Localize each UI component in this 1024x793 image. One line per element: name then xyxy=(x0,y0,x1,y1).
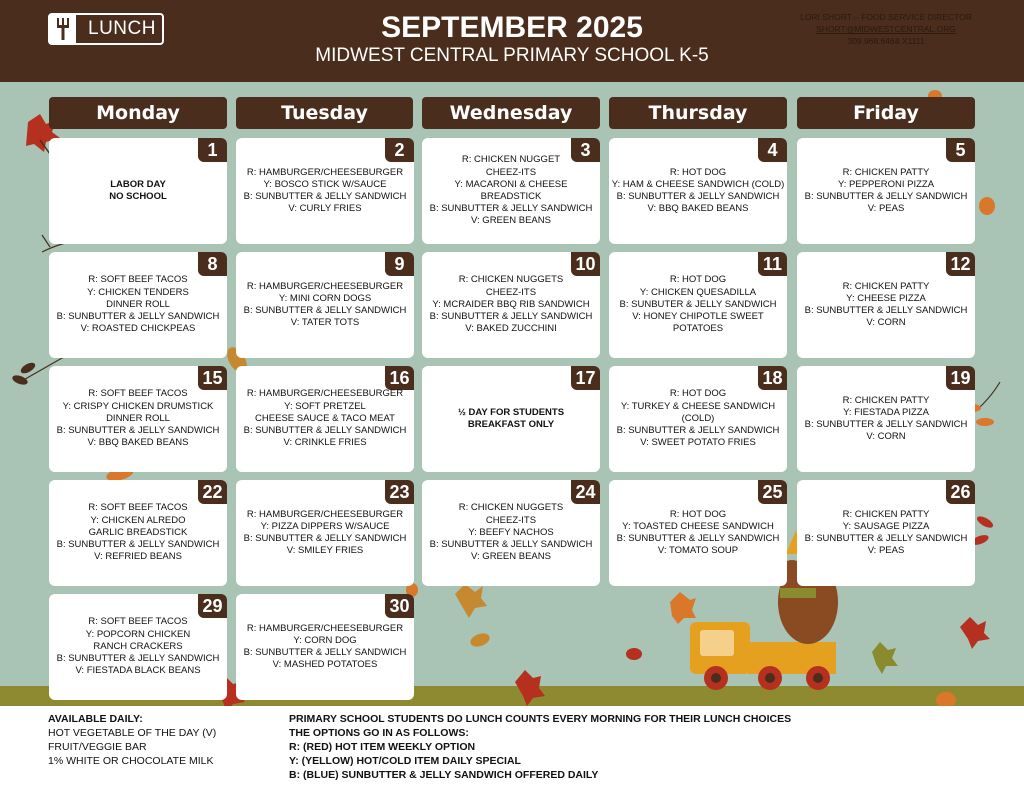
menu-item-line: DINNER ROLL xyxy=(106,298,170,310)
menu-items xyxy=(799,252,973,358)
day-number: 1 xyxy=(198,138,227,162)
menu-item-line: B: SUNBUTTER & JELLY SANDWICH xyxy=(616,425,780,437)
menu-item-line: B: SUNBUTTER & JELLY SANDWICH xyxy=(429,539,593,551)
menu-item-line: B: SUNBUTTER & JELLY SANDWICH xyxy=(243,425,407,437)
menu-item-line: V: GREEN BEANS xyxy=(471,551,551,563)
menu-item-line: R: SOFT BEEF TACOS xyxy=(88,616,188,628)
menu-item-line: R: HOT DOG xyxy=(669,274,727,286)
menu-item-line: B: SUNBUTTER & JELLY SANDWICH xyxy=(804,419,968,430)
calendar-day-cell xyxy=(49,366,227,472)
menu-item-line: Y: HAM & CHEESE SANDWICH (COLD) xyxy=(611,178,785,190)
calendar-day-cell xyxy=(236,480,414,586)
menu-item-line: V: SMILEY FRIES xyxy=(286,545,364,557)
calendar-day-cell xyxy=(609,252,787,358)
logo-label: LUNCH xyxy=(88,18,156,39)
menu-item-line: Y: BEEFY NACHOS xyxy=(468,526,554,538)
menu-items xyxy=(238,594,412,700)
menu-item-line: V: TATER TOTS xyxy=(290,317,360,329)
menu-item-line: R: HAMBURGER/CHEESEBURGER xyxy=(246,166,404,178)
calendar-day-cell xyxy=(236,252,414,358)
menu-item-line: Y: CHICKEN TENDERS xyxy=(87,286,189,298)
menu-items xyxy=(424,252,598,358)
calendar-day-cell xyxy=(422,366,600,472)
menu-items xyxy=(611,480,785,586)
menu-item-line: B: SUNBUTER & JELLY SANDWICH xyxy=(619,298,777,310)
calendar-day-cell xyxy=(797,366,975,472)
menu-item-line: Y: CORN DOG xyxy=(293,634,357,646)
notes-line: PRIMARY SCHOOL STUDENTS DO LUNCH COUNTS EVERY MORNING FOR THEIR LUNCH CHOICES xyxy=(289,713,792,725)
menu-item-line: R: HAMBURGER/CHEESEBURGER xyxy=(246,280,404,292)
menu-item-line: V: TOMATO SOUP xyxy=(657,545,739,557)
day-number: 9 xyxy=(385,252,414,276)
calendar-day-cell xyxy=(236,366,414,472)
director-name: LORI SHORT – FOOD SERVICE DIRECTOR xyxy=(800,12,972,22)
menu-items xyxy=(51,252,225,358)
menu-item-line: B: SUNBUTTER & JELLY SANDWICH xyxy=(243,533,407,544)
day-number: 25 xyxy=(758,480,787,504)
menu-item-line: Y: SOFT PRETZEL xyxy=(284,400,366,412)
menu-item-line: Y: PEPPERONI PIZZA xyxy=(837,178,935,190)
menu-item-line: DINNER ROLL xyxy=(106,412,170,424)
available-daily-line: 1% WHITE OR CHOCOLATE MILK xyxy=(48,755,214,767)
menu-item-line: RANCH CRACKERS xyxy=(93,640,183,652)
day-number: 5 xyxy=(946,138,975,162)
menu-items xyxy=(611,366,785,472)
available-daily-heading: AVAILABLE DAILY: xyxy=(48,713,143,725)
calendar-day-cell xyxy=(797,252,975,358)
day-number: 30 xyxy=(385,594,414,618)
day-header-monday: Monday xyxy=(49,97,227,129)
day-number: 18 xyxy=(758,366,787,390)
menu-item-line: Y: TOASTED CHEESE SANDWICH xyxy=(622,520,774,532)
director-phone: 309.968.6464 X1111 xyxy=(847,36,925,46)
page-subtitle: MIDWEST CENTRAL PRIMARY SCHOOL K-5 xyxy=(315,45,709,66)
lunch-count-notes xyxy=(289,712,791,782)
day-number: 29 xyxy=(198,594,227,618)
menu-item-line: Y: CHEESE PIZZA xyxy=(846,292,926,304)
menu-item-line: B: SUNBUTTER & JELLY SANDWICH xyxy=(429,203,593,215)
menu-items xyxy=(611,138,785,244)
menu-item-line: B: SUNBUTTER & JELLY SANDWICH xyxy=(429,311,593,323)
menu-items xyxy=(238,138,412,244)
menu-item-line: Y: CHICKEN ALREDO xyxy=(90,514,186,526)
notes-line: R: (RED) HOT ITEM WEEKLY OPTION xyxy=(289,741,476,753)
menu-items xyxy=(238,366,412,472)
day-header-friday: Friday xyxy=(797,97,975,129)
menu-item-line: V: REFRIED BEANS xyxy=(94,551,182,563)
menu-items xyxy=(424,138,598,244)
menu-items xyxy=(238,252,412,358)
page-header xyxy=(0,0,1024,82)
menu-item-line: B: SUNBUTTER & JELLY SANDWICH xyxy=(56,539,220,551)
day-number: 12 xyxy=(946,252,975,276)
menu-items xyxy=(799,480,973,586)
menu-item-line: R: CHICKEN NUGGETS xyxy=(458,502,564,514)
menu-items xyxy=(51,594,225,700)
page-title: SEPTEMBER 2025 xyxy=(381,11,643,44)
notes-line: Y: (YELLOW) HOT/COLD ITEM DAILY SPECIAL xyxy=(289,755,521,767)
calendar-day-cell xyxy=(422,138,600,244)
day-header-wednesday: Wednesday xyxy=(422,97,600,129)
available-daily xyxy=(48,712,216,768)
menu-item-line: Y: MACARONI & CHEESE xyxy=(454,178,568,190)
calendar-day-cell xyxy=(49,480,227,586)
menu-item-line: V: HONEY CHIPOTLE SWEET xyxy=(632,311,764,323)
calendar-day-cell xyxy=(609,138,787,244)
calendar-day-cell xyxy=(609,366,787,472)
calendar-day-cell xyxy=(609,480,787,586)
menu-item-line: ½ DAY FOR STUDENTS xyxy=(457,406,565,418)
menu-item-line: Y: BOSCO STICK W/SAUCE xyxy=(263,178,387,190)
day-number: 24 xyxy=(571,480,600,504)
menu-items xyxy=(799,366,973,472)
menu-item-line: B: SUNBUTTER & JELLY SANDWICH xyxy=(804,191,968,202)
calendar-day-cell xyxy=(236,594,414,700)
menu-item-line: R: HOT DOG xyxy=(669,388,727,400)
available-daily-line: HOT VEGETABLE OF THE DAY (V) xyxy=(48,727,217,739)
menu-item-line: B: SUNBUTTER & JELLY SANDWICH xyxy=(243,305,407,316)
menu-item-line: Y: MCRAIDER BBQ RIB SANDWICH xyxy=(432,298,590,310)
menu-item-line: R: CHICKEN PATTY xyxy=(842,394,930,406)
menu-item-line: CHEEZ-ITS xyxy=(485,286,537,298)
menu-item-line: (COLD) xyxy=(681,412,715,424)
day-number: 2 xyxy=(385,138,414,162)
day-number: 19 xyxy=(946,366,975,390)
calendar-day-cell xyxy=(236,138,414,244)
calendar-day-cell xyxy=(422,480,600,586)
menu-items xyxy=(51,366,225,472)
menu-item-line: V: CURLY FRIES xyxy=(288,203,362,215)
menu-item-line: V: PEAS xyxy=(867,545,905,557)
menu-item-line: B: SUNBUTTER & JELLY SANDWICH xyxy=(56,311,220,323)
menu-item-line: V: BBQ BAKED BEANS xyxy=(87,437,189,449)
day-number: 17 xyxy=(571,366,600,390)
menu-item-line: V: MASHED POTATOES xyxy=(272,659,378,671)
menu-item-line: V: CORN xyxy=(866,431,906,443)
day-number: 22 xyxy=(198,480,227,504)
menu-items xyxy=(424,366,598,472)
menu-item-line: R: CHICKEN NUGGETS xyxy=(458,274,564,286)
notes-line: B: (BLUE) SUNBUTTER & JELLY SANDWICH OFFERED DAILY xyxy=(289,769,599,781)
notes-line: THE OPTIONS GO IN AS FOLLOWS: xyxy=(289,727,469,739)
menu-items xyxy=(424,480,598,586)
menu-item-line: CHEEZ-ITS xyxy=(485,514,537,526)
menu-item-line: V: BAKED ZUCCHINI xyxy=(465,323,557,335)
menu-item-line: Y: SAUSAGE PIZZA xyxy=(842,520,930,532)
menu-item-line: R: SOFT BEEF TACOS xyxy=(88,502,188,514)
menu-item-line: B: SUNBUTTER & JELLY SANDWICH xyxy=(243,647,407,658)
director-email-link[interactable]: SHORT@MIDWESTCENTRAL.ORG xyxy=(816,24,956,34)
menu-item-line: Y: POPCORN CHICKEN xyxy=(85,628,191,640)
calendar-day-cell xyxy=(49,138,227,244)
menu-item-line: CHEEZ-ITS xyxy=(485,166,537,178)
menu-item-line: BREAKFAST ONLY xyxy=(467,419,555,430)
director-contact xyxy=(800,11,972,47)
menu-item-line: V: CRINKLE FRIES xyxy=(283,437,367,449)
available-daily-line: FRUIT/VEGGIE BAR xyxy=(48,741,147,753)
menu-item-line: B: SUNBUTTER & JELLY SANDWICH xyxy=(616,533,780,544)
menu-item-line: R: HOT DOG xyxy=(669,166,727,178)
menu-item-line: NO SCHOOL xyxy=(109,191,167,202)
menu-item-line: Y: FIESTADA PIZZA xyxy=(843,406,929,418)
day-number: 15 xyxy=(198,366,227,390)
menu-items xyxy=(611,252,785,358)
menu-item-line: B: SUNBUTTER & JELLY SANDWICH xyxy=(804,305,968,316)
menu-item-line: CHEESE SAUCE & TACO MEAT xyxy=(255,412,395,424)
calendar-day-cell xyxy=(49,252,227,358)
calendar-day-cell xyxy=(49,594,227,700)
menu-item-line: V: PEAS xyxy=(867,203,905,215)
menu-item-line: GARLIC BREADSTICK xyxy=(88,526,188,538)
menu-items xyxy=(238,480,412,586)
menu-item-line: B: SUNBUTTER & JELLY SANDWICH xyxy=(56,425,220,437)
day-number: 10 xyxy=(571,252,600,276)
day-header-tuesday: Tuesday xyxy=(236,97,413,129)
menu-item-line: Y: CHICKEN QUESADILLA xyxy=(639,286,757,298)
menu-item-line: V: BBQ BAKED BEANS xyxy=(647,203,749,215)
menu-item-line: R: CHICKEN PATTY xyxy=(842,280,930,292)
menu-item-line: B: SUNBUTTER & JELLY SANDWICH xyxy=(804,533,968,544)
menu-item-line: R: HAMBURGER/CHEESEBURGER xyxy=(246,622,404,634)
calendar-day-cell xyxy=(797,138,975,244)
menu-item-line: Y: PIZZA DIPPERS W/SAUCE xyxy=(260,520,390,532)
menu-item-line: R: SOFT BEEF TACOS xyxy=(88,388,188,400)
day-number: 11 xyxy=(758,252,787,276)
day-number: 4 xyxy=(758,138,787,162)
calendar-day-cell xyxy=(422,252,600,358)
day-number: 3 xyxy=(571,138,600,162)
day-number: 26 xyxy=(946,480,975,504)
calendar-day-cell xyxy=(797,480,975,586)
menu-items xyxy=(51,138,225,244)
menu-item-line: LABOR DAY xyxy=(110,178,166,190)
day-header-thursday: Thursday xyxy=(609,97,787,129)
menu-item-line: Y: MINI CORN DOGS xyxy=(278,292,372,304)
menu-item-line: R: CHICKEN PATTY xyxy=(842,166,930,178)
menu-item-line: R: SOFT BEEF TACOS xyxy=(88,274,188,286)
menu-items xyxy=(51,480,225,586)
menu-item-line: R: HAMBURGER/CHEESEBURGER xyxy=(246,388,404,400)
menu-item-line: R: CHICKEN NUGGET xyxy=(461,154,561,166)
menu-item-line: B: SUNBUTTER & JELLY SANDWICH xyxy=(56,653,220,665)
menu-item-line: V: SWEET POTATO FRIES xyxy=(640,437,756,449)
menu-item-line: V: ROASTED CHICKPEAS xyxy=(80,323,196,335)
day-number: 23 xyxy=(385,480,414,504)
menu-items xyxy=(799,138,973,244)
menu-item-line: Y: CRISPY CHICKEN DRUMSTICK xyxy=(62,400,214,412)
menu-item-line: B: SUNBUTTER & JELLY SANDWICH xyxy=(616,191,780,202)
menu-item-line: V: CORN xyxy=(866,317,906,329)
menu-item-line: V: GREEN BEANS xyxy=(471,215,551,227)
menu-item-line: R: HAMBURGER/CHEESEBURGER xyxy=(246,508,404,520)
menu-item-line: BREADSTICK xyxy=(480,191,542,202)
menu-item-line: V: FIESTADA BLACK BEANS xyxy=(75,665,201,677)
menu-item-line: B: SUNBUTTER & JELLY SANDWICH xyxy=(243,191,407,202)
day-number: 8 xyxy=(198,252,227,276)
menu-item-line: R: CHICKEN PATTY xyxy=(842,508,930,520)
menu-item-line: Y: TURKEY & CHEESE SANDWICH xyxy=(620,400,776,412)
menu-item-line: POTATOES xyxy=(672,323,724,335)
menu-item-line: R: HOT DOG xyxy=(669,508,727,520)
day-number: 16 xyxy=(385,366,414,390)
